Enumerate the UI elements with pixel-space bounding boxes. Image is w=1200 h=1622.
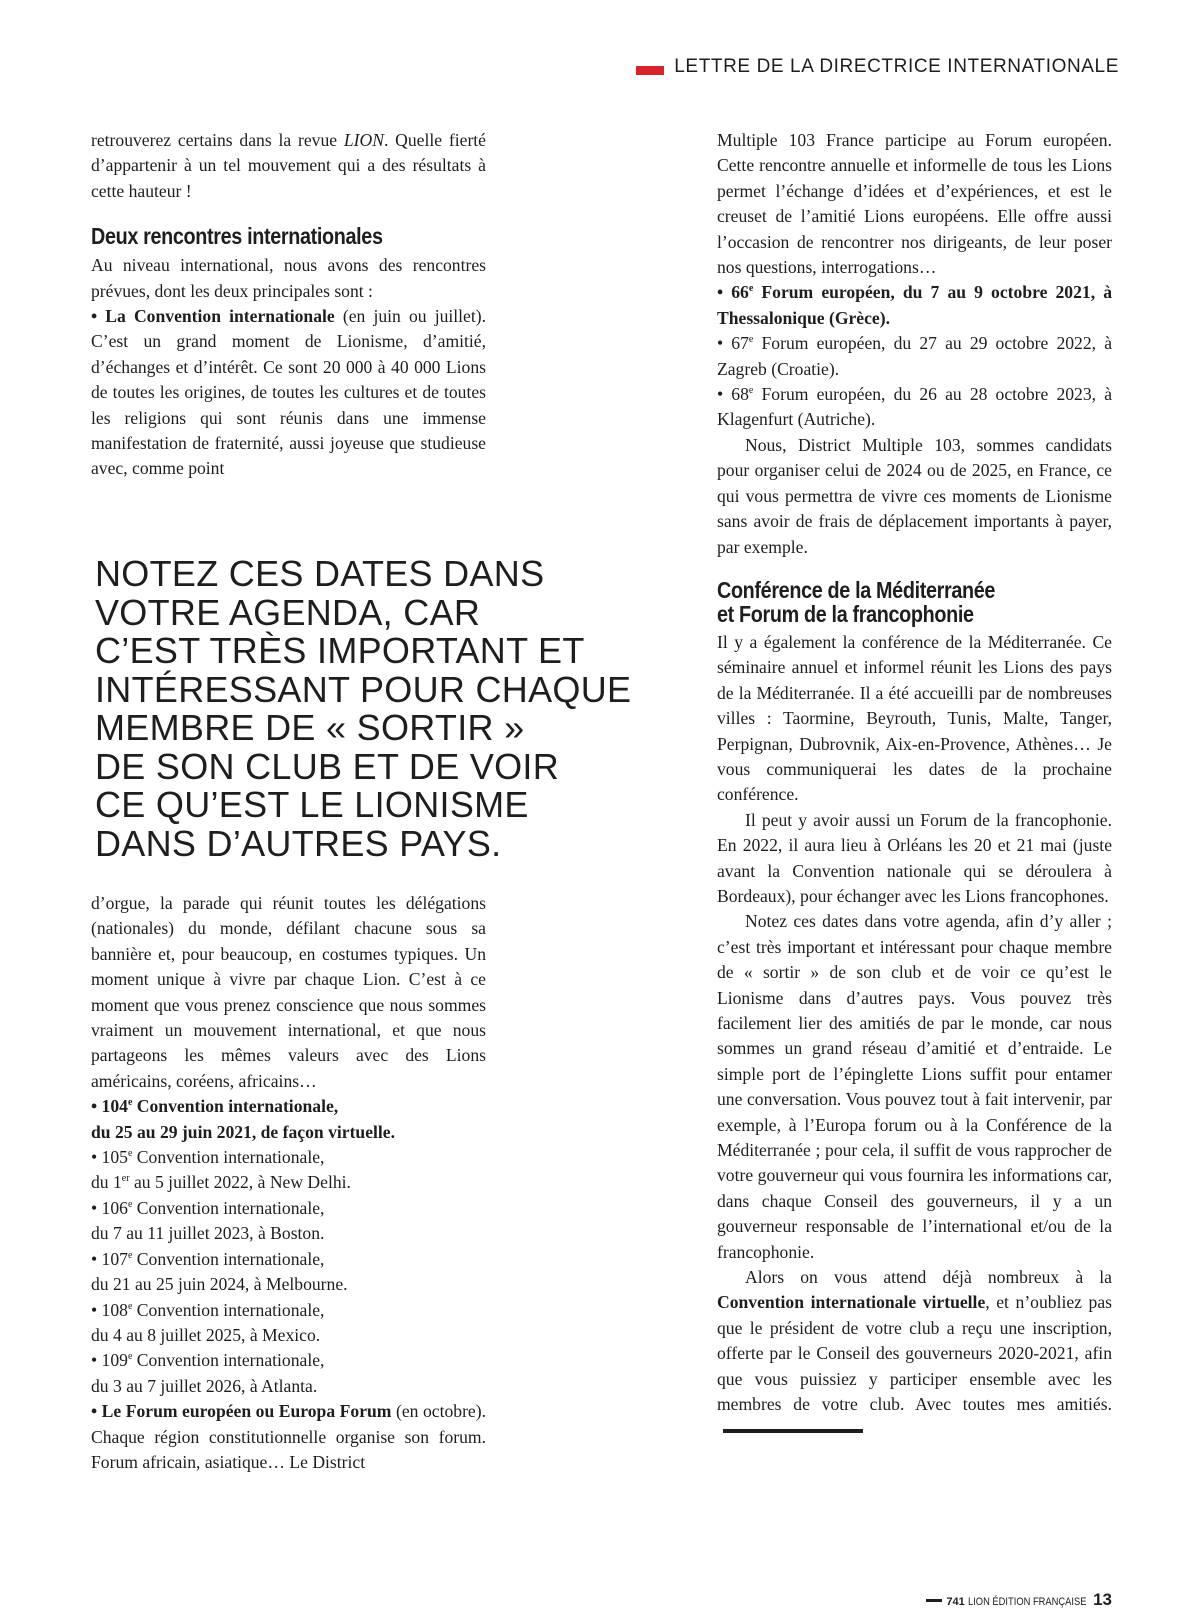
forum-item (717, 382, 1112, 433)
page-footer (926, 1590, 1112, 1610)
footer-dash (926, 1599, 942, 1602)
text-run: retrouverez certains dans la revue (91, 130, 344, 150)
paragraph: Il y a également la conférence de la Méditerranée. Ce séminaire annuel et informel réunit les Lions des pays de la Méditerranée. Il a été accueilli par de nombreuses villes : Taormine, Beyrouth, Tunis, Malte, Tanger, Perpignan, Dubrovnik, Aix-en-Provence, Athènes… Je vous communiquerai les dates de la prochaine conférence. (717, 631, 1112, 805)
publication-name: LION ÉDITION FRANÇAISE (967, 1596, 1087, 1608)
end-rule (723, 1429, 863, 1433)
text-run: Convention internationale, (132, 1299, 325, 1320)
bold-run: Convention internationale virtuelle (717, 1292, 986, 1313)
ordinal-suffix: e (127, 1148, 133, 1160)
paragraph (91, 1399, 486, 1475)
convention-item (91, 1247, 486, 1298)
text-run: Convention internationale, (132, 1147, 325, 1168)
text-run: au 5 juillet 2022, à New Delhi. (129, 1172, 351, 1193)
pull-quote-line: NOTEZ CES DATES DANS (95, 553, 545, 594)
ordinal-suffix: e (748, 334, 754, 346)
pull-quote-line: DANS D’AUTRES PAYS. (95, 822, 502, 864)
text-run: (en octobre). Chaque région constitutionnelle organise son forum. Forum africain, asiatique… Le District (91, 1401, 486, 1472)
bold-lead: • Le Forum européen ou Europa Forum (91, 1401, 392, 1422)
section-header (636, 56, 1119, 78)
paragraph (91, 304, 486, 482)
text-run: • 106 (91, 1197, 128, 1218)
text-run: Convention internationale, (132, 1096, 339, 1117)
text-run: Forum européen, du 7 au 9 octobre 2021, à Thessalonique (Grèce). (717, 282, 1112, 328)
convention-item (91, 1298, 486, 1349)
bold-lead: • La Convention internationale (91, 306, 335, 327)
page-number: 13 (1093, 1590, 1112, 1609)
ordinal-suffix: e (127, 1199, 133, 1211)
text-run: • 107 (91, 1248, 128, 1269)
text-run: . Quelle fierté d’appartenir à un tel mouvement qui a des résultats à cette hauteur ! (91, 130, 486, 201)
convention-item (91, 1145, 486, 1196)
pull-quote-line: MEMBRE DE « SORTIR » (95, 707, 525, 748)
text-run: Convention internationale, (132, 1197, 325, 1218)
text-run: • 108 (91, 1299, 128, 1320)
ordinal-suffix: er (121, 1173, 130, 1185)
heading-line: Conférence de la Méditerranée (717, 576, 996, 603)
pull-quote (95, 555, 655, 863)
text-run: • 68 (717, 384, 749, 405)
paragraph (91, 128, 486, 204)
text-run: Forum européen, du 26 au 28 octobre 2023, à Klagenfurt (Autriche). (717, 384, 1112, 430)
magazine-title: LION (343, 130, 384, 150)
pull-quote-line: CE QU’EST LE LIONISME (95, 784, 529, 825)
paragraph: d’orgue, la parade qui réunit toutes les délégations (nationales) du monde, défilant chacune sous sa bannière et, pour beaucoup, en costumes typiques. Un moment unique à vivre par chaque Lion. C’est à ce moment que vous prenez conscience que nous sommes vraiment un mouvement international, et que nous partageons les mêmes valeurs avec des Lions américains, coréens, africains… (91, 893, 486, 1091)
issue-number: 741 (946, 1596, 965, 1608)
text-run: • 66 (717, 282, 749, 303)
convention-item (91, 1348, 486, 1399)
convention-item (91, 1196, 486, 1247)
section-heading: Deux rencontres internationales (91, 223, 383, 250)
pull-quote-line: INTÉRESSANT POUR CHAQUE (95, 668, 632, 710)
paragraph: Notez ces dates dans votre agenda, afin d’y aller ; c’est très important et intéressant pour chaque membre de « sortir » de son club et de voir ce qu’est le Lionisme dans d’autres pays. Vous pouvez très facilement lier des amitiés de par le monde, car nous sommes un grand réseau d’amitié et d’entraide. Le simple port de l’épinglette Lions suffit pour entamer une conversation. Vous pouvez tout à fait intervenir, par exemple, à l’Europa forum ou à la Conférence de la Méditerranée ; pour cela, il suffit de vous rapprocher de votre gouverneur qui vous fournira les informations car, dans chaque Conseil des gouverneurs, il y a un gouverneur responsable de l’international et/ou de la francophonie. (717, 911, 1112, 1262)
paragraph: Nous, District Multiple 103, sommes candidats pour organiser celui de 2024 ou de 2025, en France, ce qui vous permettra de vivre ces moments de Lionisme sans avoir de frais de déplacement importants à payer, par exemple. (717, 434, 1112, 557)
section-title: LETTRE DE LA DIRECTRICE INTERNATIONALE (674, 56, 1119, 77)
header-accent-bar (636, 66, 664, 75)
left-column-bottom (91, 891, 486, 1475)
text-run: • 104 (91, 1096, 128, 1117)
heading-line: et Forum de la francophonie (717, 600, 974, 627)
text-run: • 109 (91, 1350, 128, 1371)
section-heading (717, 578, 1112, 626)
ordinal-suffix: e (748, 283, 754, 295)
ordinal-suffix: e (748, 385, 754, 397)
text-run: • 67 (717, 333, 749, 354)
paragraph: Au niveau international, nous avons des rencontres prévues, dont les deux principales sont : (91, 255, 486, 301)
convention-item (91, 1094, 486, 1145)
ordinal-suffix: e (127, 1097, 133, 1109)
text-run: du 7 au 11 juillet 2023, à Boston. (91, 1223, 325, 1244)
forum-item (717, 280, 1112, 331)
pull-quote-line: DE SON CLUB ET DE VOIR (95, 745, 560, 787)
ordinal-suffix: e (127, 1300, 133, 1312)
text-run: Alors on vous attend déjà nombreux à la (745, 1267, 1112, 1288)
text-run: du 1 (91, 1172, 122, 1193)
right-column (717, 128, 1112, 1443)
text-run: du 21 au 25 juin 2024, à Melbourne. (91, 1274, 348, 1295)
text-run: du 25 au 29 juin 2021, de façon virtuelle. (91, 1121, 395, 1142)
paragraph (717, 1265, 1112, 1443)
text-run: , et n’oubliez pas que le président de votre club a reçu une inscription, offerte par le Conseil des gouverneurs 2020-2021, afin que vous puissiez y participer ensemble avec les membres de votre club. Avec toutes mes amitiés. (717, 1292, 1113, 1415)
text-run: Convention internationale, (132, 1350, 325, 1371)
text-run: Forum européen, du 27 au 29 octobre 2022, à Zagreb (Croatie). (717, 333, 1112, 379)
text-run: • 105 (91, 1147, 128, 1168)
ordinal-suffix: e (127, 1249, 133, 1261)
text-run: (en juin ou juillet). C’est un grand moment de Lionisme, d’amitié, d’échanges et d’intérêt. Ce sont 20 000 à 40 000 Lions de toutes les origines, de toutes les cultures et de toutes les religions qui sont réunis dans une immense manifestation de fraternité, aussi joyeuse que studieuse avec, comme point (91, 306, 486, 479)
paragraph: Multiple 103 France participe au Forum européen. Cette rencontre annuelle et informelle de tous les Lions permet l’échange d’idées et d’expériences, et est le creuset de l’amitié Lions européens. Elle offre aussi l’occasion de rencontrer nos dirigeants, de leur poser nos questions, interrogations… (717, 130, 1112, 278)
text-run: Convention internationale, (132, 1248, 325, 1269)
ordinal-suffix: e (127, 1351, 133, 1363)
pull-quote-line: C’EST TRÈS IMPORTANT ET (95, 630, 585, 671)
text-run: du 3 au 7 juillet 2026, à Atlanta. (91, 1375, 318, 1396)
pull-quote-line: VOTRE AGENDA, CAR (95, 591, 481, 633)
left-column-top (91, 128, 486, 482)
text-run: du 4 au 8 juillet 2025, à Mexico. (91, 1324, 321, 1345)
paragraph: Il peut y avoir aussi un Forum de la francophonie. En 2022, il aura lieu à Orléans les 20 et 21 mai (juste avant la Convention nationale qui se déroulera à Bordeaux), pour échanger avec les Lions francophones. (717, 809, 1112, 906)
forum-item (717, 331, 1112, 382)
